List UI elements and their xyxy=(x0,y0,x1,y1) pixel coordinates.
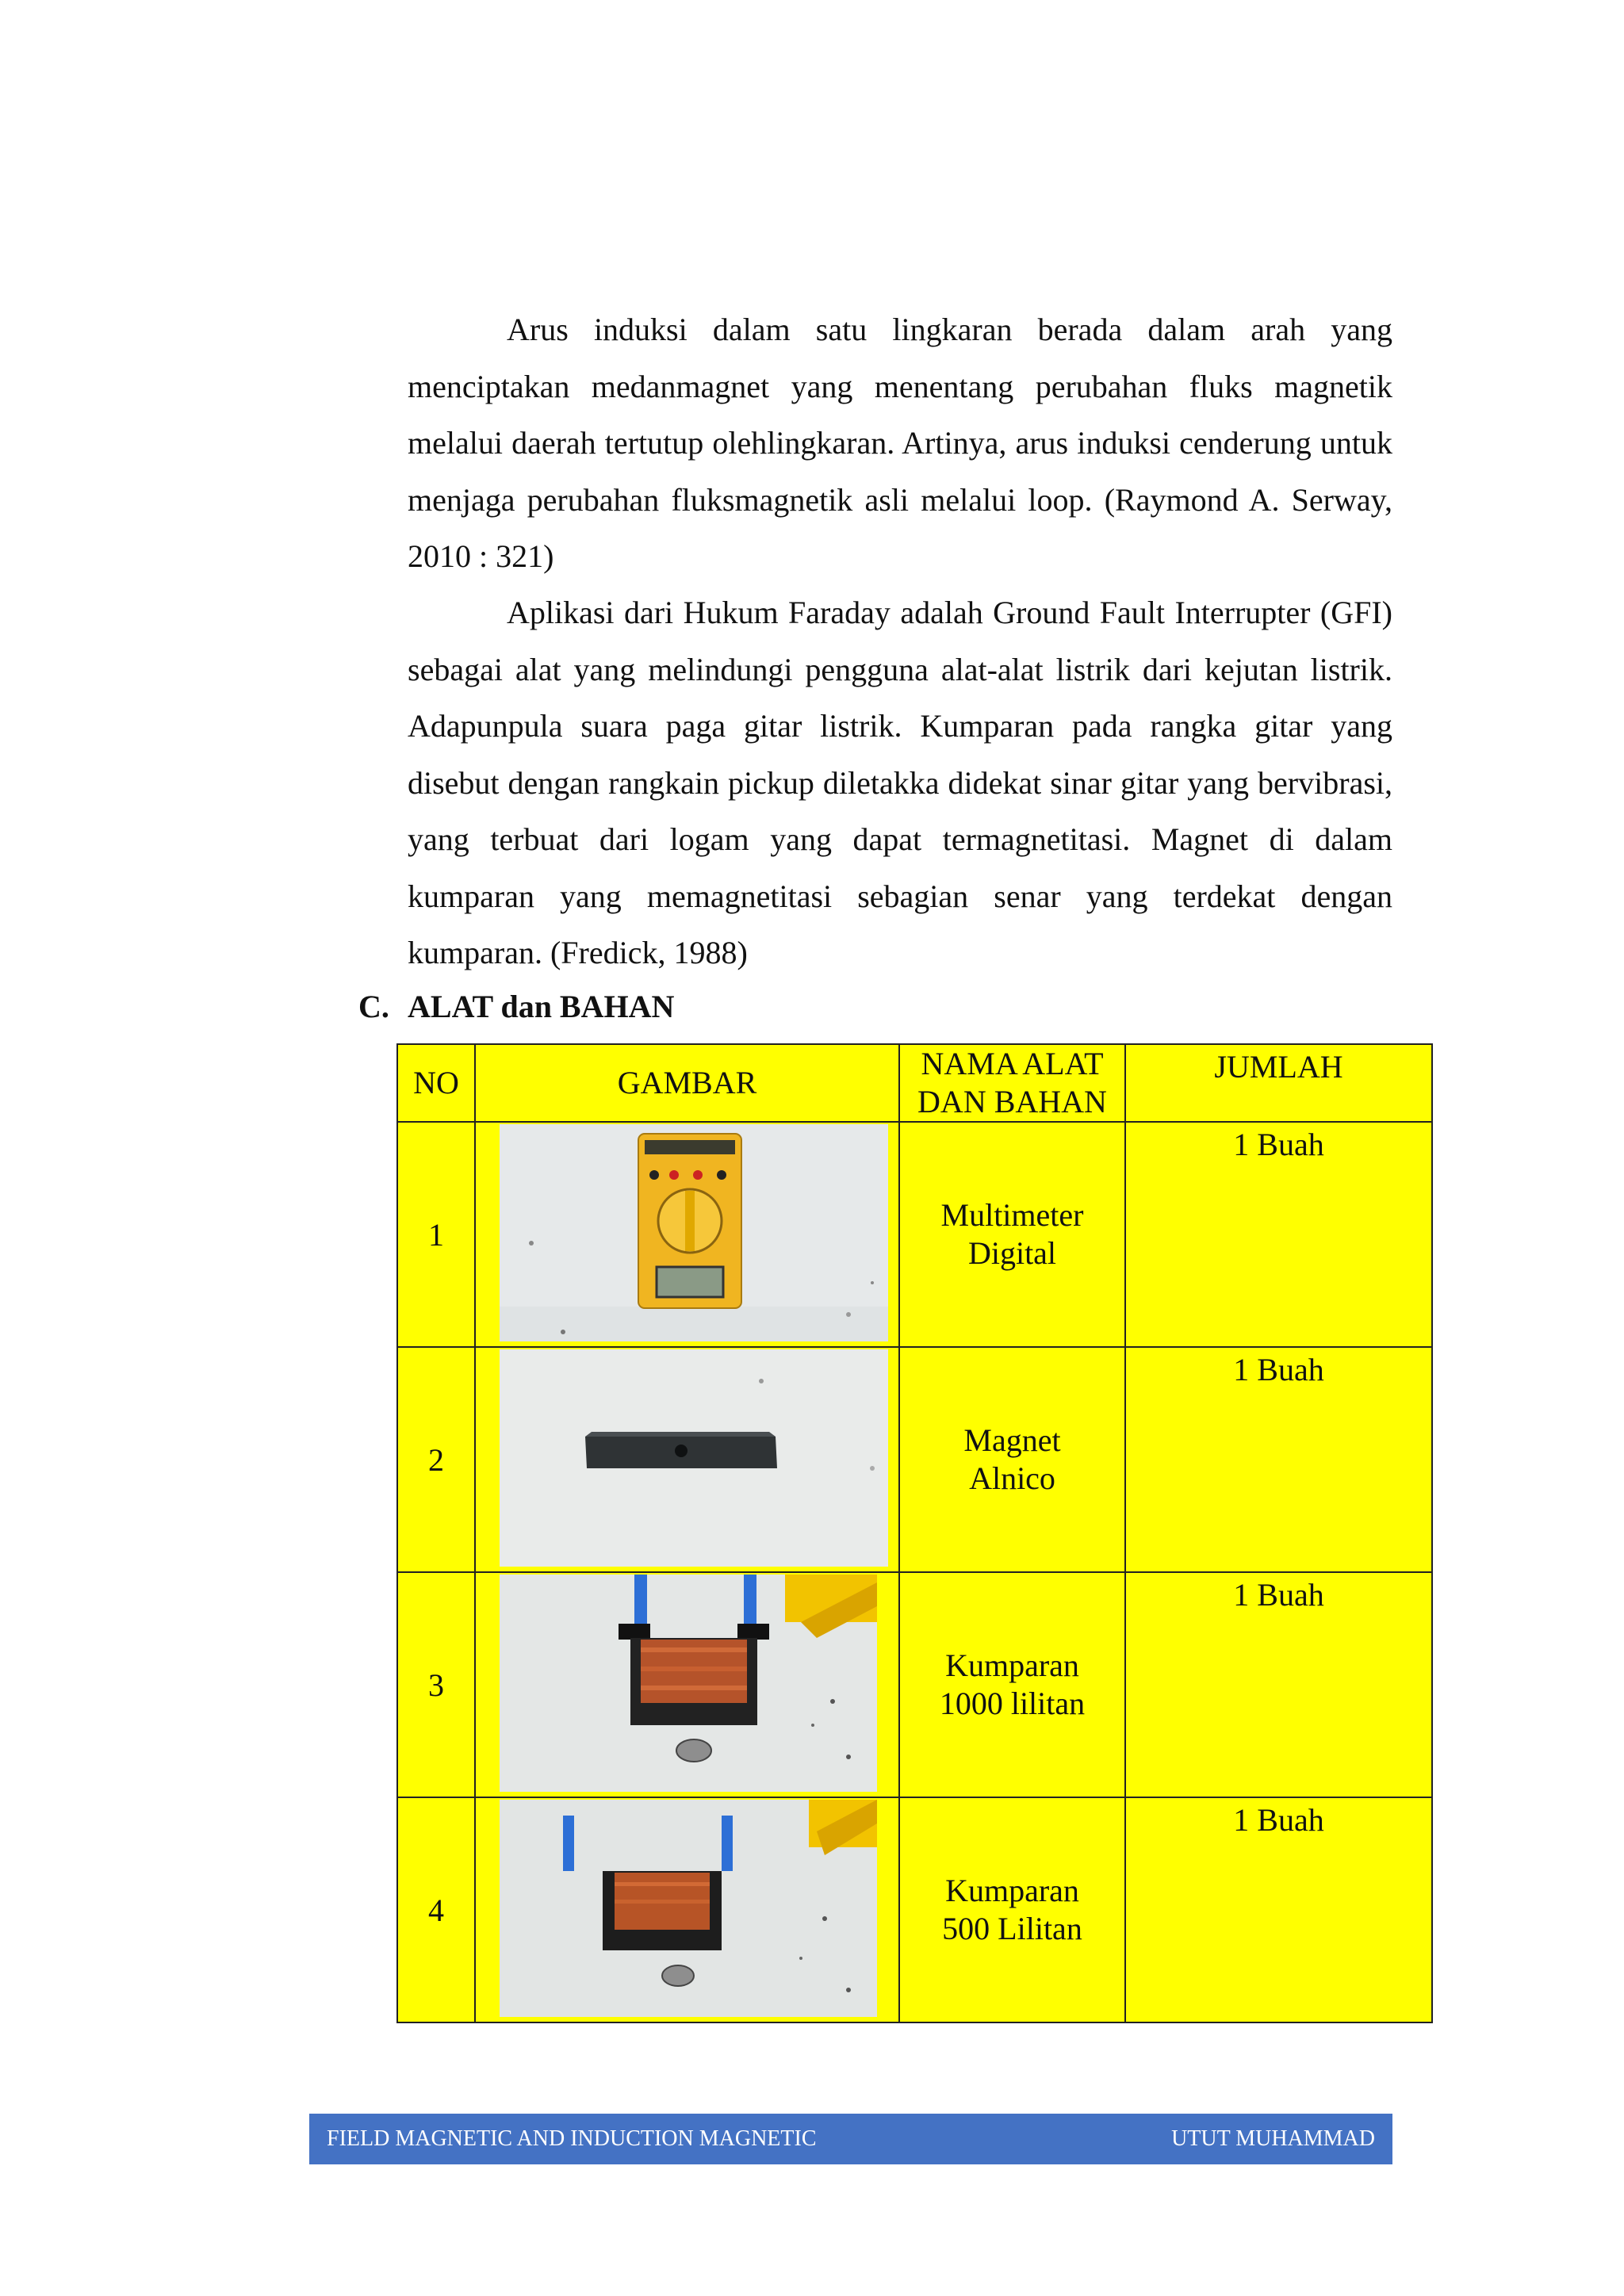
item-name-line1: Magnet xyxy=(963,1422,1061,1458)
row-item-name xyxy=(899,1122,1125,1347)
item-name-line1: Kumparan xyxy=(945,1873,1079,1908)
row-quantity xyxy=(1125,1572,1432,1797)
section-letter: C. xyxy=(358,989,389,1024)
row-quantity xyxy=(1125,1797,1432,2022)
header-qty xyxy=(1125,1044,1432,1122)
coil-500-photo xyxy=(500,1800,877,2017)
row-item-name xyxy=(899,1347,1125,1572)
quantity-label: 1 Buah xyxy=(1233,1577,1324,1613)
table-row xyxy=(397,1572,1432,1797)
row-image-cell xyxy=(475,1347,899,1572)
header-name-line2: DAN BAHAN xyxy=(917,1084,1107,1119)
row-number: 3 xyxy=(397,1572,475,1797)
item-name-line2: Digital xyxy=(967,1235,1057,1271)
digital-multimeter-photo xyxy=(500,1124,888,1341)
row-item-name xyxy=(899,1572,1125,1797)
paragraph-1-text: Arus induksi dalam satu lingkaran berada dalam arah yang menciptakan medanmagnet yang menentang perubahan fluks magnetik melalui daerah tertutup olehlingkaran. Artinya, arus induksi cenderung untuk menjaga perubahan fluksmagnetik asli melalui loop. (Raymond A. Serway, 2010 : 321) xyxy=(408,312,1392,574)
tools-materials-table xyxy=(396,1043,1433,2023)
table-header-row xyxy=(397,1044,1432,1122)
quantity-label: 1 Buah xyxy=(1233,1802,1324,1838)
row-image-cell xyxy=(475,1572,899,1797)
section-title: ALAT dan BAHAN xyxy=(408,989,675,1024)
body-paragraph-1 xyxy=(408,301,1392,585)
row-quantity xyxy=(1125,1122,1432,1347)
row-number: 4 xyxy=(397,1797,475,2022)
header-qty-label: JUMLAH xyxy=(1214,1049,1343,1085)
item-name-line2: Alnico xyxy=(969,1460,1055,1496)
table-row xyxy=(397,1122,1432,1347)
table-row xyxy=(397,1347,1432,1572)
item-name-line2: 500 Lilitan xyxy=(942,1911,1082,1946)
item-name-line1: Kumparan xyxy=(945,1647,1079,1683)
item-name-line1: Multimeter xyxy=(940,1197,1084,1233)
section-heading xyxy=(358,983,674,1031)
footer-title: FIELD MAGNETIC AND INDUCTION MAGNETIC xyxy=(327,2126,817,2151)
header-name xyxy=(899,1044,1125,1122)
row-image-cell xyxy=(475,1122,899,1347)
quantity-label: 1 Buah xyxy=(1233,1352,1324,1387)
alnico-magnet-photo xyxy=(500,1349,888,1567)
row-image-cell xyxy=(475,1797,899,2022)
footer-bar xyxy=(309,2114,1392,2164)
row-quantity xyxy=(1125,1347,1432,1572)
paragraph-2-text: Aplikasi dari Hukum Faraday adalah Ground Fault Interrupter (GFI) sebagai alat yang melindungi pengguna alat-alat listrik dari kejutan listrik. Adapunpula suara paga gitar listrik. Kumparan pada rangka gitar yang disebut dengan rangkain pickup diletakka didekat sinar gitar yang bervibrasi, yang terbuat dari logam yang dapat termagnetitasi. Magnet di dalam kumparan yang memagnetitasi sebagian senar yang terdekat dengan kumparan. (Fredick, 1988) xyxy=(408,595,1392,970)
row-number: 2 xyxy=(397,1347,475,1572)
row-item-name xyxy=(899,1797,1125,2022)
item-name-line2: 1000 lilitan xyxy=(939,1686,1086,1721)
header-name-line1: NAMA ALAT xyxy=(921,1046,1104,1081)
coil-1000-photo xyxy=(500,1575,877,1792)
footer-author: UTUT MUHAMMAD xyxy=(1171,2126,1375,2151)
body-paragraph-2 xyxy=(408,584,1392,982)
quantity-label: 1 Buah xyxy=(1233,1127,1324,1162)
table-row xyxy=(397,1797,1432,2022)
header-image: GAMBAR xyxy=(475,1044,899,1122)
row-number: 1 xyxy=(397,1122,475,1347)
header-no: NO xyxy=(397,1044,475,1122)
